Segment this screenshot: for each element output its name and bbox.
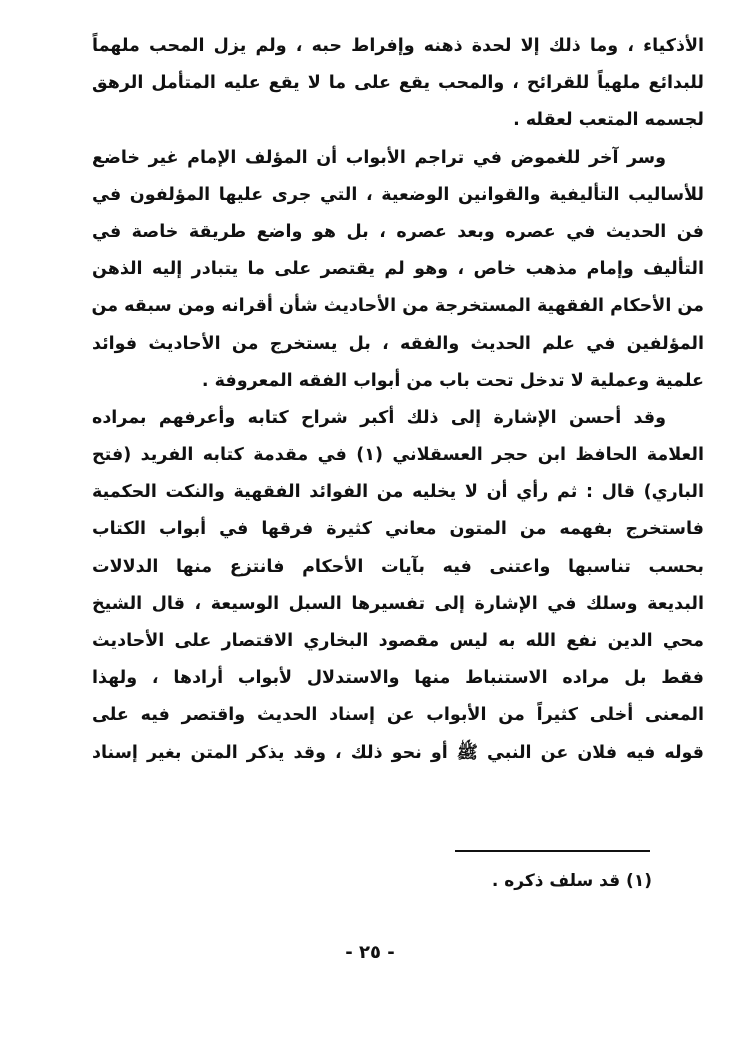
text-line: المؤلفين في علم الحديث والفقه ، بل يستخرج من الأحاديث فوائد: [92, 333, 704, 354]
text-line: بحسب تناسبها واعتنى فيه بآيات الأحكام فانتزع منها الدلالات: [92, 556, 704, 577]
page-number: - ٢٥ -: [345, 942, 395, 963]
footnote: (١) قد سلف ذكره .: [491, 871, 652, 891]
text-line: وسر آخر للغموض في تراجم الأبواب أن المؤلف الإمام غير خاضع: [92, 147, 666, 168]
text-line: البديعة وسلك في الإشارة إلى تفسيرها السبل الوسيعة ، قال الشيخ: [92, 593, 704, 614]
text-line: لجسمه المتعب لعقله .: [513, 110, 704, 131]
text-line: التأليف وإمام مذهب خاص ، وهو لم يقتصر على ما يتبادر إليه الذهن: [92, 259, 704, 280]
main-text: [92, 28, 704, 772]
text-line: قوله فيه فلان عن النبي ﷺ أو نحو ذلك ، وقد يذكر المتن بغير إسناد: [92, 742, 704, 763]
text-line: الأذكياء ، وما ذلك إلا لحدة ذهنه وإفراط حبه ، ولم يزل المحب ملهماً: [92, 36, 704, 56]
text-line: من الأحكام الفقهية المستخرجة من الأحاديث شأن أقرانه ومن سبقه من: [92, 296, 704, 317]
text-line: الباري) قال : ثم رأي أن لا يخليه من الفوائد الفقهية والنكت الحكمية: [92, 482, 704, 503]
text-line: فن الحديث في عصره وبعد عصره ، بل هو واضع طريقة خاصة في: [92, 221, 704, 242]
text-line: علمية وعملية لا تدخل تحت باب من أبواب الفقه المعروفة .: [201, 370, 704, 391]
text-line: العلامة الحافظ ابن حجر العسقلاني (١) في مقدمة كتابه الفريد (فتح: [92, 445, 704, 466]
text-line: وقد أحسن الإشارة إلى ذلك أكبر شراح كتابه وأعرفهم بمراده: [92, 407, 666, 428]
text-line: فاستخرج بفهمه من المتون معاني كثيرة فرقها في أبواب الكتاب: [92, 519, 704, 540]
footnote-divider: [455, 850, 650, 852]
text-line: المعنى أخلى كثيراً من الأبواب عن إسناد الحديث واقتصر فيه على: [92, 705, 704, 726]
text-line: للبدائع ملهياً للقرائح ، والمحب يقع على ما لا يقع عليه المتأمل الرهق: [92, 73, 704, 94]
text-line: للأساليب التأليفية والقوانين الوضعية ، التي جرى عليها المؤلفون في: [92, 184, 704, 205]
text-line: محي الدين نفع الله به ليس مقصود البخاري الاقتصار على الأحاديث: [92, 631, 704, 651]
text-line: فقط بل مراده الاستنباط منها والاستدلال لأبواب أرادها ، ولهذا: [92, 668, 704, 689]
